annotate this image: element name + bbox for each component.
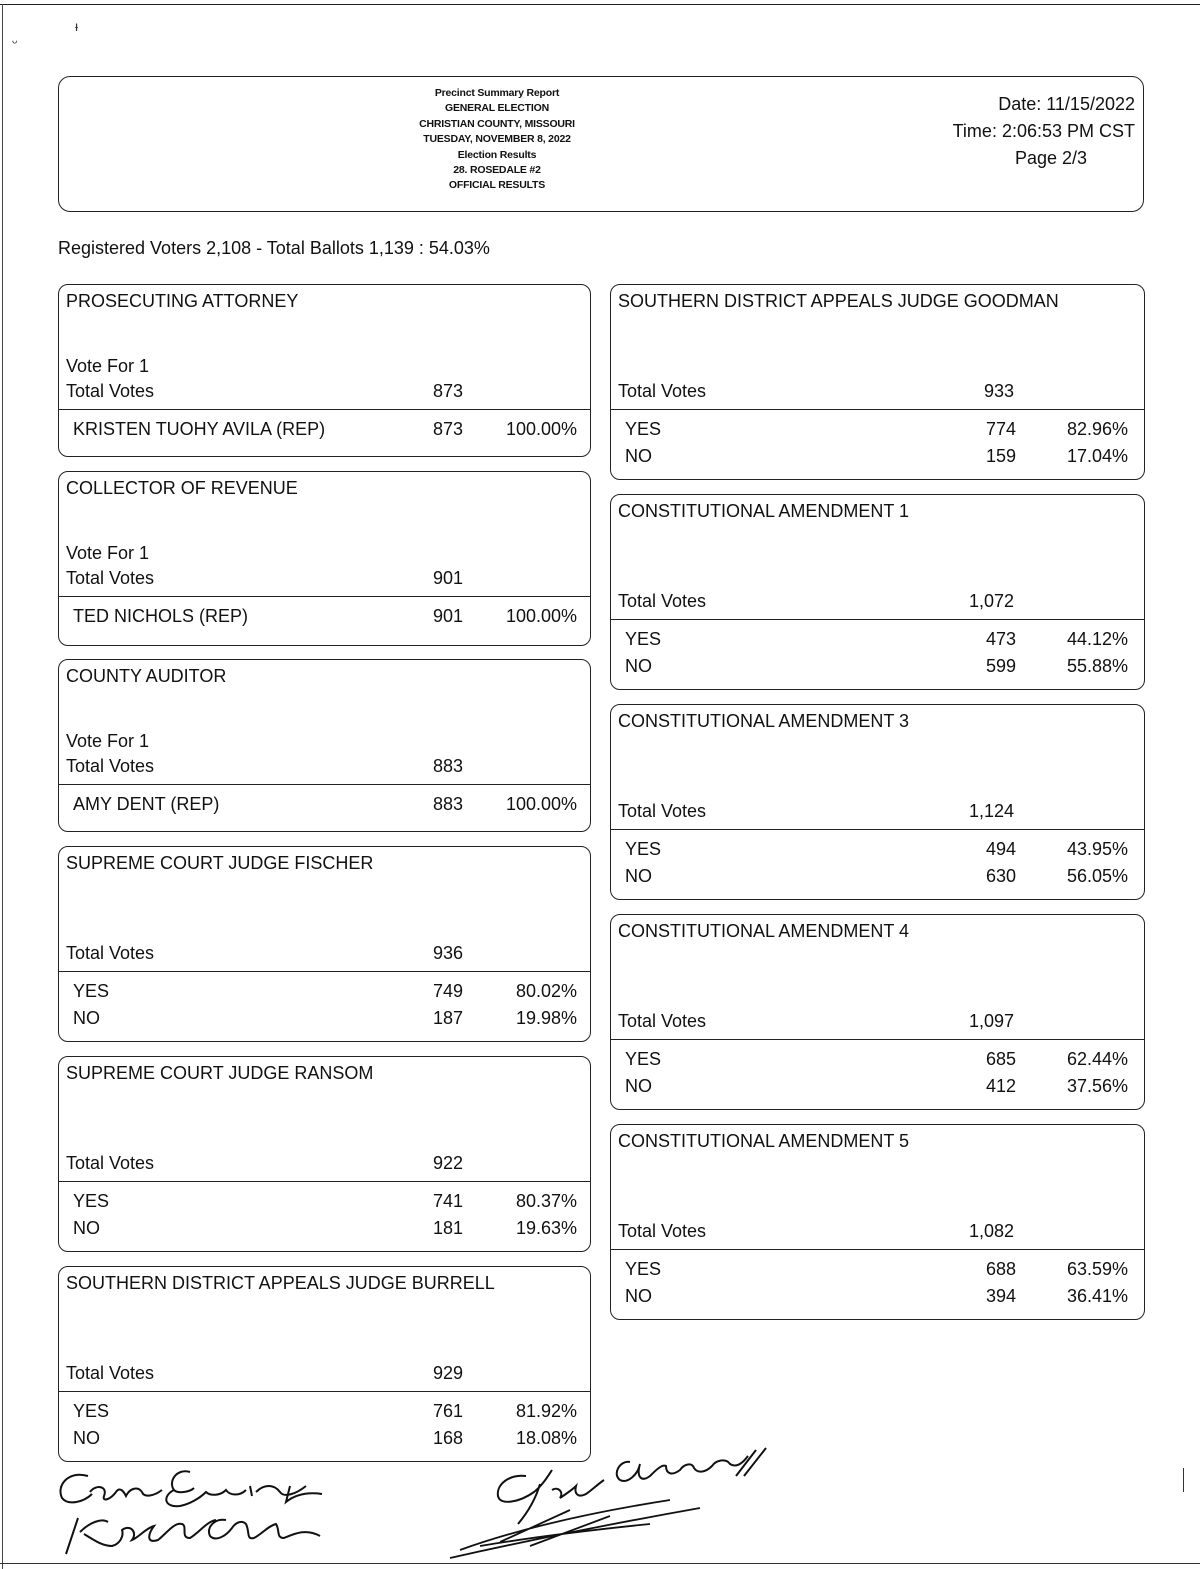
total-votes-divider — [59, 596, 590, 597]
total-votes-divider — [59, 971, 590, 972]
total-votes-label: Total Votes — [66, 381, 155, 401]
choice-votes: 685 — [985, 1049, 1016, 1069]
choice-name: KRISTEN TUOHY AVILA (REP) — [73, 419, 326, 439]
total-votes-label: Total Votes — [66, 1153, 155, 1173]
total-votes-divider — [59, 1391, 590, 1392]
choice-name: TED NICHOLS (REP) — [73, 606, 249, 626]
choice-votes: 749 — [432, 981, 463, 1001]
result-row-yes — [611, 419, 1144, 445]
race-box-constitutional-amendment-5 — [610, 1124, 1145, 1320]
report-title-block — [59, 86, 935, 194]
total-votes-value: 1,097 — [968, 1011, 1014, 1031]
result-row-no — [611, 446, 1144, 472]
county-name: CHRISTIAN COUNTY, MISSOURI — [419, 117, 575, 130]
total-votes-value: 1,082 — [968, 1221, 1014, 1241]
total-votes-label: Total Votes — [66, 1363, 155, 1383]
result-row-no — [611, 1076, 1144, 1102]
signature-carla — [50, 1462, 350, 1562]
choice-percent: 19.63% — [515, 1217, 577, 1238]
scan-edge-top — [0, 4, 1200, 5]
precinct-name: 28. ROSEDALE #2 — [453, 164, 541, 177]
choice-name: YES — [73, 1191, 110, 1211]
choice-name: YES — [625, 1049, 662, 1069]
choice-votes: 688 — [985, 1259, 1016, 1279]
total-votes-value: 933 — [983, 381, 1014, 401]
choice-percent: 18.08% — [515, 1427, 577, 1448]
result-row-amy-dent-rep — [59, 794, 590, 820]
choice-votes: 901 — [432, 606, 463, 626]
result-row-yes — [59, 1401, 590, 1427]
choice-percent: 55.88% — [1066, 655, 1128, 676]
choice-percent: 81.92% — [515, 1401, 577, 1421]
race-box-prosecuting-attorney — [58, 284, 591, 457]
choice-votes: 599 — [985, 655, 1016, 676]
total-votes-label: Total Votes — [618, 591, 707, 611]
choice-name: YES — [625, 419, 662, 439]
race-title: COUNTY AUDITOR — [66, 666, 227, 686]
choice-name: YES — [73, 1401, 110, 1421]
total-votes-divider — [611, 619, 1144, 620]
result-row-no — [611, 1286, 1144, 1312]
race-box-constitutional-amendment-1 — [610, 494, 1145, 690]
total-votes-label: Total Votes — [66, 943, 155, 963]
choice-percent: 37.56% — [1066, 1075, 1128, 1096]
choice-name: NO — [73, 1217, 100, 1238]
choice-name: NO — [625, 865, 652, 886]
race-box-supreme-court-judge-ransom — [58, 1056, 591, 1252]
total-votes-label: Total Votes — [618, 1221, 707, 1241]
result-row-no — [59, 1218, 590, 1244]
choice-percent: 36.41% — [1066, 1285, 1128, 1306]
turnout-summary: Registered Voters 2,108 - Total Ballots 1,139 : 54.03% — [58, 238, 490, 258]
race-title: CONSTITUTIONAL AMENDMENT 1 — [618, 501, 910, 521]
choice-name: NO — [625, 1285, 652, 1306]
race-box-supreme-court-judge-fischer — [58, 846, 591, 1042]
total-votes-divider — [59, 1181, 590, 1182]
choice-percent: 44.12% — [1066, 629, 1128, 649]
race-box-southern-district-appeals-judge-burrell — [58, 1266, 591, 1462]
vote-for-label: Vote For 1 — [66, 543, 150, 563]
race-title: SOUTHERN DISTRICT APPEALS JUDGE BURRELL — [66, 1273, 495, 1293]
race-title: SUPREME COURT JUDGE FISCHER — [66, 853, 374, 873]
total-votes-value: 1,124 — [968, 801, 1014, 821]
page-number: Page 2/3 — [1014, 148, 1087, 168]
race-box-collector-of-revenue — [58, 471, 591, 646]
choice-percent: 43.95% — [1066, 839, 1128, 859]
choice-votes: 873 — [432, 419, 463, 439]
race-box-constitutional-amendment-4 — [610, 914, 1145, 1110]
choice-votes: 181 — [432, 1217, 463, 1238]
result-row-yes — [611, 1259, 1144, 1285]
total-votes-divider — [611, 1039, 1144, 1040]
result-row-yes — [59, 1191, 590, 1217]
result-row-kristen-tuohy-avila-rep — [59, 419, 590, 445]
result-row-yes — [611, 629, 1144, 655]
total-votes-label: Total Votes — [66, 568, 155, 588]
result-row-no — [59, 1008, 590, 1034]
result-row-ted-nichols-rep — [59, 606, 590, 632]
choice-name: NO — [73, 1427, 100, 1448]
report-title: Precinct Summary Report — [434, 87, 560, 99]
choice-votes: 394 — [985, 1285, 1016, 1306]
race-title: CONSTITUTIONAL AMENDMENT 5 — [618, 1131, 910, 1151]
total-votes-value: 883 — [432, 756, 463, 776]
choice-name: NO — [625, 1075, 652, 1096]
race-box-southern-district-appeals-judge-goodman — [610, 284, 1145, 480]
total-votes-value: 1,072 — [968, 591, 1014, 611]
choice-percent: 17.04% — [1066, 445, 1128, 466]
choice-name: NO — [73, 1007, 100, 1028]
total-votes-label: Total Votes — [618, 381, 707, 401]
race-title: SOUTHERN DISTRICT APPEALS JUDGE GOODMAN — [618, 291, 1059, 311]
result-row-yes — [611, 839, 1144, 865]
race-box-constitutional-amendment-3 — [610, 704, 1145, 900]
race-title: SUPREME COURT JUDGE RANSOM — [66, 1063, 374, 1083]
total-votes-value: 873 — [432, 381, 463, 401]
choice-name: YES — [625, 1259, 662, 1279]
choice-votes: 168 — [432, 1427, 463, 1448]
choice-name: NO — [625, 655, 652, 676]
total-votes-value: 922 — [432, 1153, 463, 1173]
choice-percent: 56.05% — [1066, 865, 1128, 886]
choice-votes: 741 — [432, 1191, 463, 1211]
choice-votes: 774 — [985, 419, 1016, 439]
choice-percent: 82.96% — [1066, 419, 1128, 439]
choice-percent: 100.00% — [505, 606, 577, 626]
choice-votes: 473 — [985, 629, 1016, 649]
vote-for-label: Vote For 1 — [66, 356, 150, 376]
election-date: TUESDAY, NOVEMBER 8, 2022 — [423, 133, 571, 146]
choice-name: AMY DENT (REP) — [73, 794, 220, 814]
choice-name: NO — [625, 445, 652, 466]
vote-for-label: Vote For 1 — [66, 731, 150, 751]
total-votes-label: Total Votes — [618, 801, 707, 821]
results-label: Election Results — [457, 148, 537, 161]
total-votes-label: Total Votes — [618, 1011, 707, 1031]
choice-votes: 630 — [985, 865, 1016, 886]
scan-speck: ᵕ — [12, 34, 18, 50]
choice-percent: 100.00% — [505, 794, 577, 814]
choice-votes: 883 — [432, 794, 463, 814]
total-votes-label: Total Votes — [66, 756, 155, 776]
race-title: CONSTITUTIONAL AMENDMENT 3 — [618, 711, 910, 731]
total-votes-value: 929 — [432, 1363, 463, 1383]
total-votes-value: 936 — [432, 943, 463, 963]
total-votes-divider — [59, 409, 590, 410]
signature-russell — [440, 1440, 780, 1565]
election-name: GENERAL ELECTION — [445, 102, 549, 115]
choice-percent: 19.98% — [515, 1007, 577, 1028]
report-header — [58, 76, 1144, 212]
result-row-yes — [59, 981, 590, 1007]
choice-votes: 159 — [985, 445, 1016, 466]
race-box-county-auditor — [58, 659, 591, 832]
choice-name: YES — [73, 981, 110, 1001]
report-date: Date: 11/15/2022 — [998, 94, 1135, 114]
result-row-no — [611, 656, 1144, 682]
result-row-no — [611, 866, 1144, 892]
choice-percent: 100.00% — [505, 419, 577, 439]
race-title: PROSECUTING ATTORNEY — [66, 291, 299, 311]
scan-speck: ᵼ — [75, 18, 79, 34]
choice-votes: 494 — [985, 839, 1016, 859]
race-title: COLLECTOR OF REVENUE — [66, 478, 298, 498]
total-votes-value: 901 — [432, 568, 463, 588]
choice-name: YES — [625, 629, 662, 649]
report-time: Time: 2:06:53 PM CST — [952, 121, 1135, 141]
total-votes-divider — [611, 409, 1144, 410]
scan-edge-left — [2, 4, 3, 1569]
official-label: OFFICIAL RESULTS — [448, 179, 546, 192]
total-votes-divider — [611, 1249, 1144, 1250]
choice-percent: 62.44% — [1066, 1049, 1128, 1069]
result-row-yes — [611, 1049, 1144, 1075]
choice-votes: 761 — [432, 1401, 463, 1421]
choice-votes: 412 — [985, 1075, 1016, 1096]
race-title: CONSTITUTIONAL AMENDMENT 4 — [618, 921, 910, 941]
choice-percent: 63.59% — [1066, 1259, 1128, 1279]
total-votes-divider — [59, 784, 590, 785]
choice-name: YES — [625, 839, 662, 859]
choice-votes: 187 — [432, 1007, 463, 1028]
choice-percent: 80.37% — [515, 1191, 577, 1211]
report-meta — [953, 91, 1135, 172]
scan-edge-mark — [1183, 1468, 1184, 1492]
choice-percent: 80.02% — [515, 981, 577, 1001]
total-votes-divider — [611, 829, 1144, 830]
